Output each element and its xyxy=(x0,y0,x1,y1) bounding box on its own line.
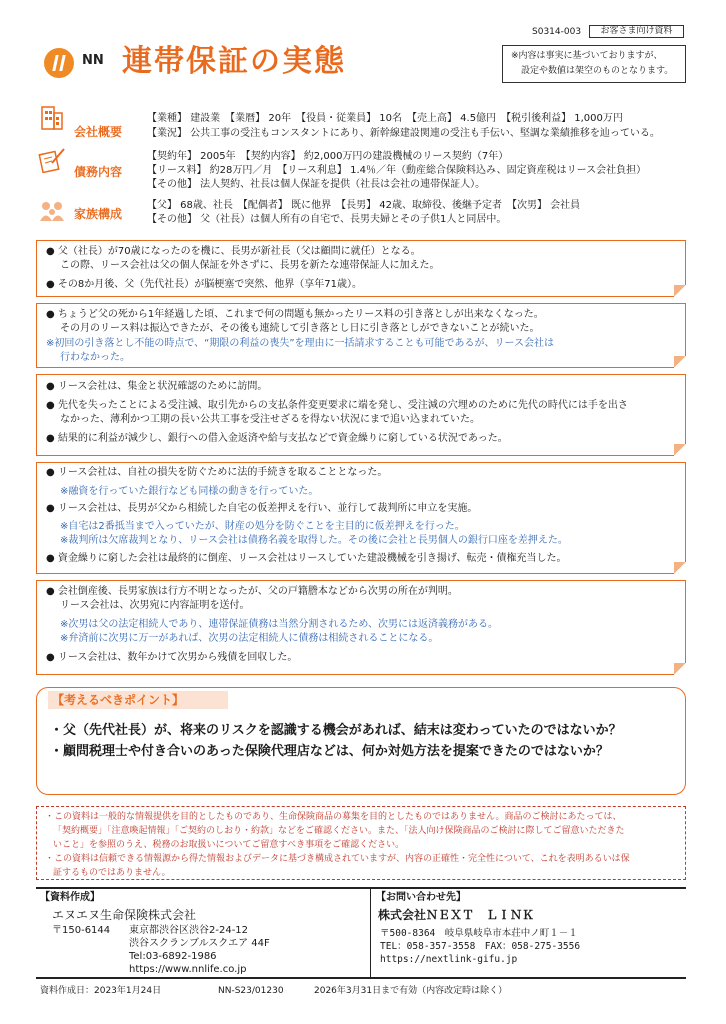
event-note: ※自宅は2番抵当まで入っていたが、財産の処分を防ぐことを主目的に仮差押えを行った。 xyxy=(60,521,465,532)
event-bullet: ● リース会社は、自社の損失を防ぐために法的手続きを取ることとなった。 xyxy=(46,467,388,478)
creator-tel: Tel:03-6892-1986 xyxy=(129,951,217,962)
event-text: その8か月後、父（先代社長）が脳梗塞で突然、他界（享年71歳）。 xyxy=(57,279,362,290)
event-text: 父（社長）が70歳になったのを機に、長男が新社長（父は顧問に就任）となる。 xyxy=(57,246,421,257)
debt-line: 【リース料】 約28万円／月 【リース利息】 1.4％／年（動産総合保険料込み、固定資産税はリース会社負担） xyxy=(147,165,647,176)
company-label: 会社概要 xyxy=(74,125,123,139)
building-icon xyxy=(38,103,66,131)
event-bullet: ● 父（社長）が70歳になったのを機に、長男が新社長（父は顧問に就任）となる。 xyxy=(46,246,421,257)
audience-tag: お客さま向け資料 xyxy=(589,25,684,38)
event-text: 資金繰りに窮した会社は最終的に倒産、リース会社はリースしていた建設機械を引き揚げ、転売・債権充当した。 xyxy=(57,553,567,564)
page-title: 連帯保証の実態 xyxy=(122,44,346,79)
event-note: ※次男は父の法定相続人であり、連帯保証債務は当然分割されるため、次男には返済義務がある。 xyxy=(60,619,498,630)
debt-line: 【契約年】 2005年 【契約内容】 約2,000万円の建設機械のリース契約（7年） xyxy=(147,151,509,162)
contract-pen-icon xyxy=(38,145,66,173)
event-bullet: ● 資金繰りに窮した会社は最終的に倒産、リース会社はリースしていた建設機械を引き揚げ、転売・債権充当した。 xyxy=(46,553,567,564)
debt-label: 債務内容 xyxy=(74,165,123,179)
event-text: この際、リース会社は父の個人保証を外さずに、長男を新たな連帯保証人に加えた。 xyxy=(60,260,440,271)
disclaimer-box xyxy=(36,806,686,880)
company-line: 【業況】 公共工事の受注もコンスタントにあり、新幹線建設関連の受注も手伝い、堅調な業績推移を辿っている。 xyxy=(147,128,660,139)
document-number: S0314-003 xyxy=(532,27,582,37)
creator-heading: 【資料作成】 xyxy=(40,892,100,903)
key-point-text: 顧問税理士や付き合いのあった保険代理店などは、何か対処方法を提案できたのではないか？ xyxy=(63,744,609,759)
creator-url[interactable]: https://www.nnlife.co.jp xyxy=(129,964,247,975)
event-bullet: ● リース会社は、集金と状況確認のために訪問。 xyxy=(46,381,268,392)
agent-name: 株式会社ＮＥＸＴ ＬＩＮＫ xyxy=(378,908,535,922)
created-date: 資料作成日：2023年1月24日 xyxy=(40,986,162,996)
event-note: ※初回の引き落とし不能の時点で、“期限の利益の喪失”を理由に一括請求することも可能であるが、リース会社は xyxy=(46,338,555,349)
key-point: ・顧問税理士や付き合いのあった保険代理店などは、何か対処方法を提案できたのではないか？ xyxy=(50,744,609,759)
event-text: その月のリース料は振込できたが、その後も連続して引き落とし日に引き落としができないことが続いた。 xyxy=(60,323,540,334)
debt-line: 【その他】 法人契約、社長は個人保証を提供（社長は会社の連帯保証人）。 xyxy=(147,179,486,190)
disclaimer-line: ・この資料は信頼できる情報源から得た情報およびデータに基づき構成されていますが、内容の正確性・完全性について、これを表明あるいは保 xyxy=(45,854,630,864)
event-bullet: ● 会社倒産後、長男家族は行方不明となったが、父の戸籍謄本などから次男の所在が判明。 xyxy=(46,586,458,597)
event-bullet: ● リース会社は、長男が父から相続した自宅の仮差押えを行い、並行して裁判所に申立を実施。 xyxy=(46,503,478,514)
event-bullet: ● ちょうど父の死から1年経過した頃、これまで何の問題も無かったリース料の引き落としが出来なくなった。 xyxy=(46,309,544,320)
creator-building: 渋谷スクランブルスクエア 44F xyxy=(129,938,270,949)
agent-address: 〒500-8364 岐阜県岐阜市本荘中ノ町１－１ xyxy=(380,928,578,939)
event-note: ※弁済前に次男に万一があれば、次男の法定相続人に債務は相続されることになる。 xyxy=(60,633,439,644)
note-line: ※内容は事実に基づいておりますが、 xyxy=(511,51,663,61)
fiction-note xyxy=(502,45,686,83)
event-bullet: ● 先代を失ったことによる受注減、取引先からの支払条件変更要求に端を発し、受注減の穴埋めのために先代の時代には手を出さ xyxy=(46,400,628,411)
event-note: 行わなかった。 xyxy=(60,352,130,363)
disclaimer-line: ・この資料は一般的な情報提供を目的としたものであり、生命保険商品の募集を目的としたものではありません。商品のご検討にあたっては、 xyxy=(45,812,622,822)
disclaimer-line: 証するものではありません。 xyxy=(53,868,171,878)
agent-url[interactable]: https://nextlink-gifu.jp xyxy=(380,954,518,965)
event-note: ※裁判所は欠席裁判となり、リース会社は債務名義を取得した。その後に会社と長男個人の銀行口座を差押えた。 xyxy=(60,535,568,546)
creator-company: エヌエヌ生命保険株式会社 xyxy=(52,908,197,922)
creator-zip: 〒150-6144 xyxy=(52,925,111,936)
document-code: NN-S23/01230 xyxy=(218,986,284,996)
footer-divider xyxy=(370,887,371,979)
disclaimer-line: いこと」を参照のうえ、税務のお取扱いについてご留意すべき事項をご確認ください。 xyxy=(53,840,405,850)
validity-date: 2026年3月31日まで有効（内容改定時は除く） xyxy=(314,986,508,996)
event-text: ちょうど父の死から1年経過した頃、これまで何の問題も無かったリース料の引き落としが出来なくなった。 xyxy=(57,309,544,320)
event-bullet: ● 結果的に利益が減少し、銀行への借入金返済や給与支払などで資金繰りに窮している状況であった。 xyxy=(46,433,508,444)
company-line: 【業種】 建設業 【業暦】 20年 【役員・従業員】 10名 【売上高】 4.5億円 【税引後利益】 1,000万円 xyxy=(147,113,623,124)
family-line: 【その他】 父（社長）は個人所有の自宅で、長男夫婦とその子供1人と同居中。 xyxy=(147,214,507,225)
event-text: なかった、薄利かつ工期の長い公共工事を受注せざるを得ない状況にまで追い込まれていた。 xyxy=(60,414,480,425)
event-text: リース会社は、次男宛に内容証明を送付。 xyxy=(60,600,250,611)
event-text: 結果的に利益が減少し、銀行への借入金返済や給与支払などで資金繰りに窮している状況であった。 xyxy=(57,433,508,444)
family-label: 家族構成 xyxy=(74,207,123,221)
event-text: リース会社は、集金と状況確認のために訪問。 xyxy=(57,381,268,392)
agent-tel-fax: TEL：058-357-3558 FAX：058-275-3556 xyxy=(380,941,581,952)
disclaimer-line: 「契約概要」「注意喚起情報」「ご契約のしおり・約款」などをご確認ください。また、「法人向け保険商品のご検討に際してご留意いただきた xyxy=(53,826,625,836)
creator-address: 東京都渋谷区渋谷2-24-12 xyxy=(129,925,249,936)
contact-heading: 【お問い合わせ先】 xyxy=(376,892,466,903)
event-bullet: ● その8か月後、父（先代社長）が脳梗塞で突然、他界（享年71歳）。 xyxy=(46,279,362,290)
event-note: ※融資を行っていた銀行なども同様の動きを行っていた。 xyxy=(60,486,319,497)
logo-text: NN xyxy=(82,53,104,68)
nn-logo-icon xyxy=(44,48,74,78)
key-points-title: 【考えるべきポイント】 xyxy=(48,691,228,709)
event-text: 先代を失ったことによる受注減、取引先からの支払条件変更要求に端を発し、受注減の穴埋めのために先代の時代には手を出さ xyxy=(57,400,628,411)
note-line: 設定や数値は架空のものとなります。 xyxy=(521,66,674,76)
event-bullet: ● リース会社は、数年かけて次男から残債を回収した。 xyxy=(46,652,298,663)
key-point-text: 父（先代社長）が、将来のリスクを認識する機会があれば、結末は変わっていたのではないか？ xyxy=(63,723,622,738)
event-text: 会社倒産後、長男家族は行方不明となったが、父の戸籍謄本などから次男の所在が判明。 xyxy=(57,586,458,597)
event-text: リース会社は、数年かけて次男から残債を回収した。 xyxy=(57,652,298,663)
event-text: リース会社は、自社の損失を防ぐために法的手続きを取ることとなった。 xyxy=(57,467,388,478)
key-point: ・父（先代社長）が、将来のリスクを認識する機会があれば、結末は変わっていたのではないか？ xyxy=(50,723,622,738)
family-icon xyxy=(38,197,66,225)
family-line: 【父】 68歳、社長 【配偶者】 既に他界 【長男】 42歳、取締役、後継予定者 【次男】 会社員 xyxy=(147,200,581,211)
event-text: リース会社は、長男が父から相続した自宅の仮差押えを行い、並行して裁判所に申立を実施。 xyxy=(57,503,478,514)
